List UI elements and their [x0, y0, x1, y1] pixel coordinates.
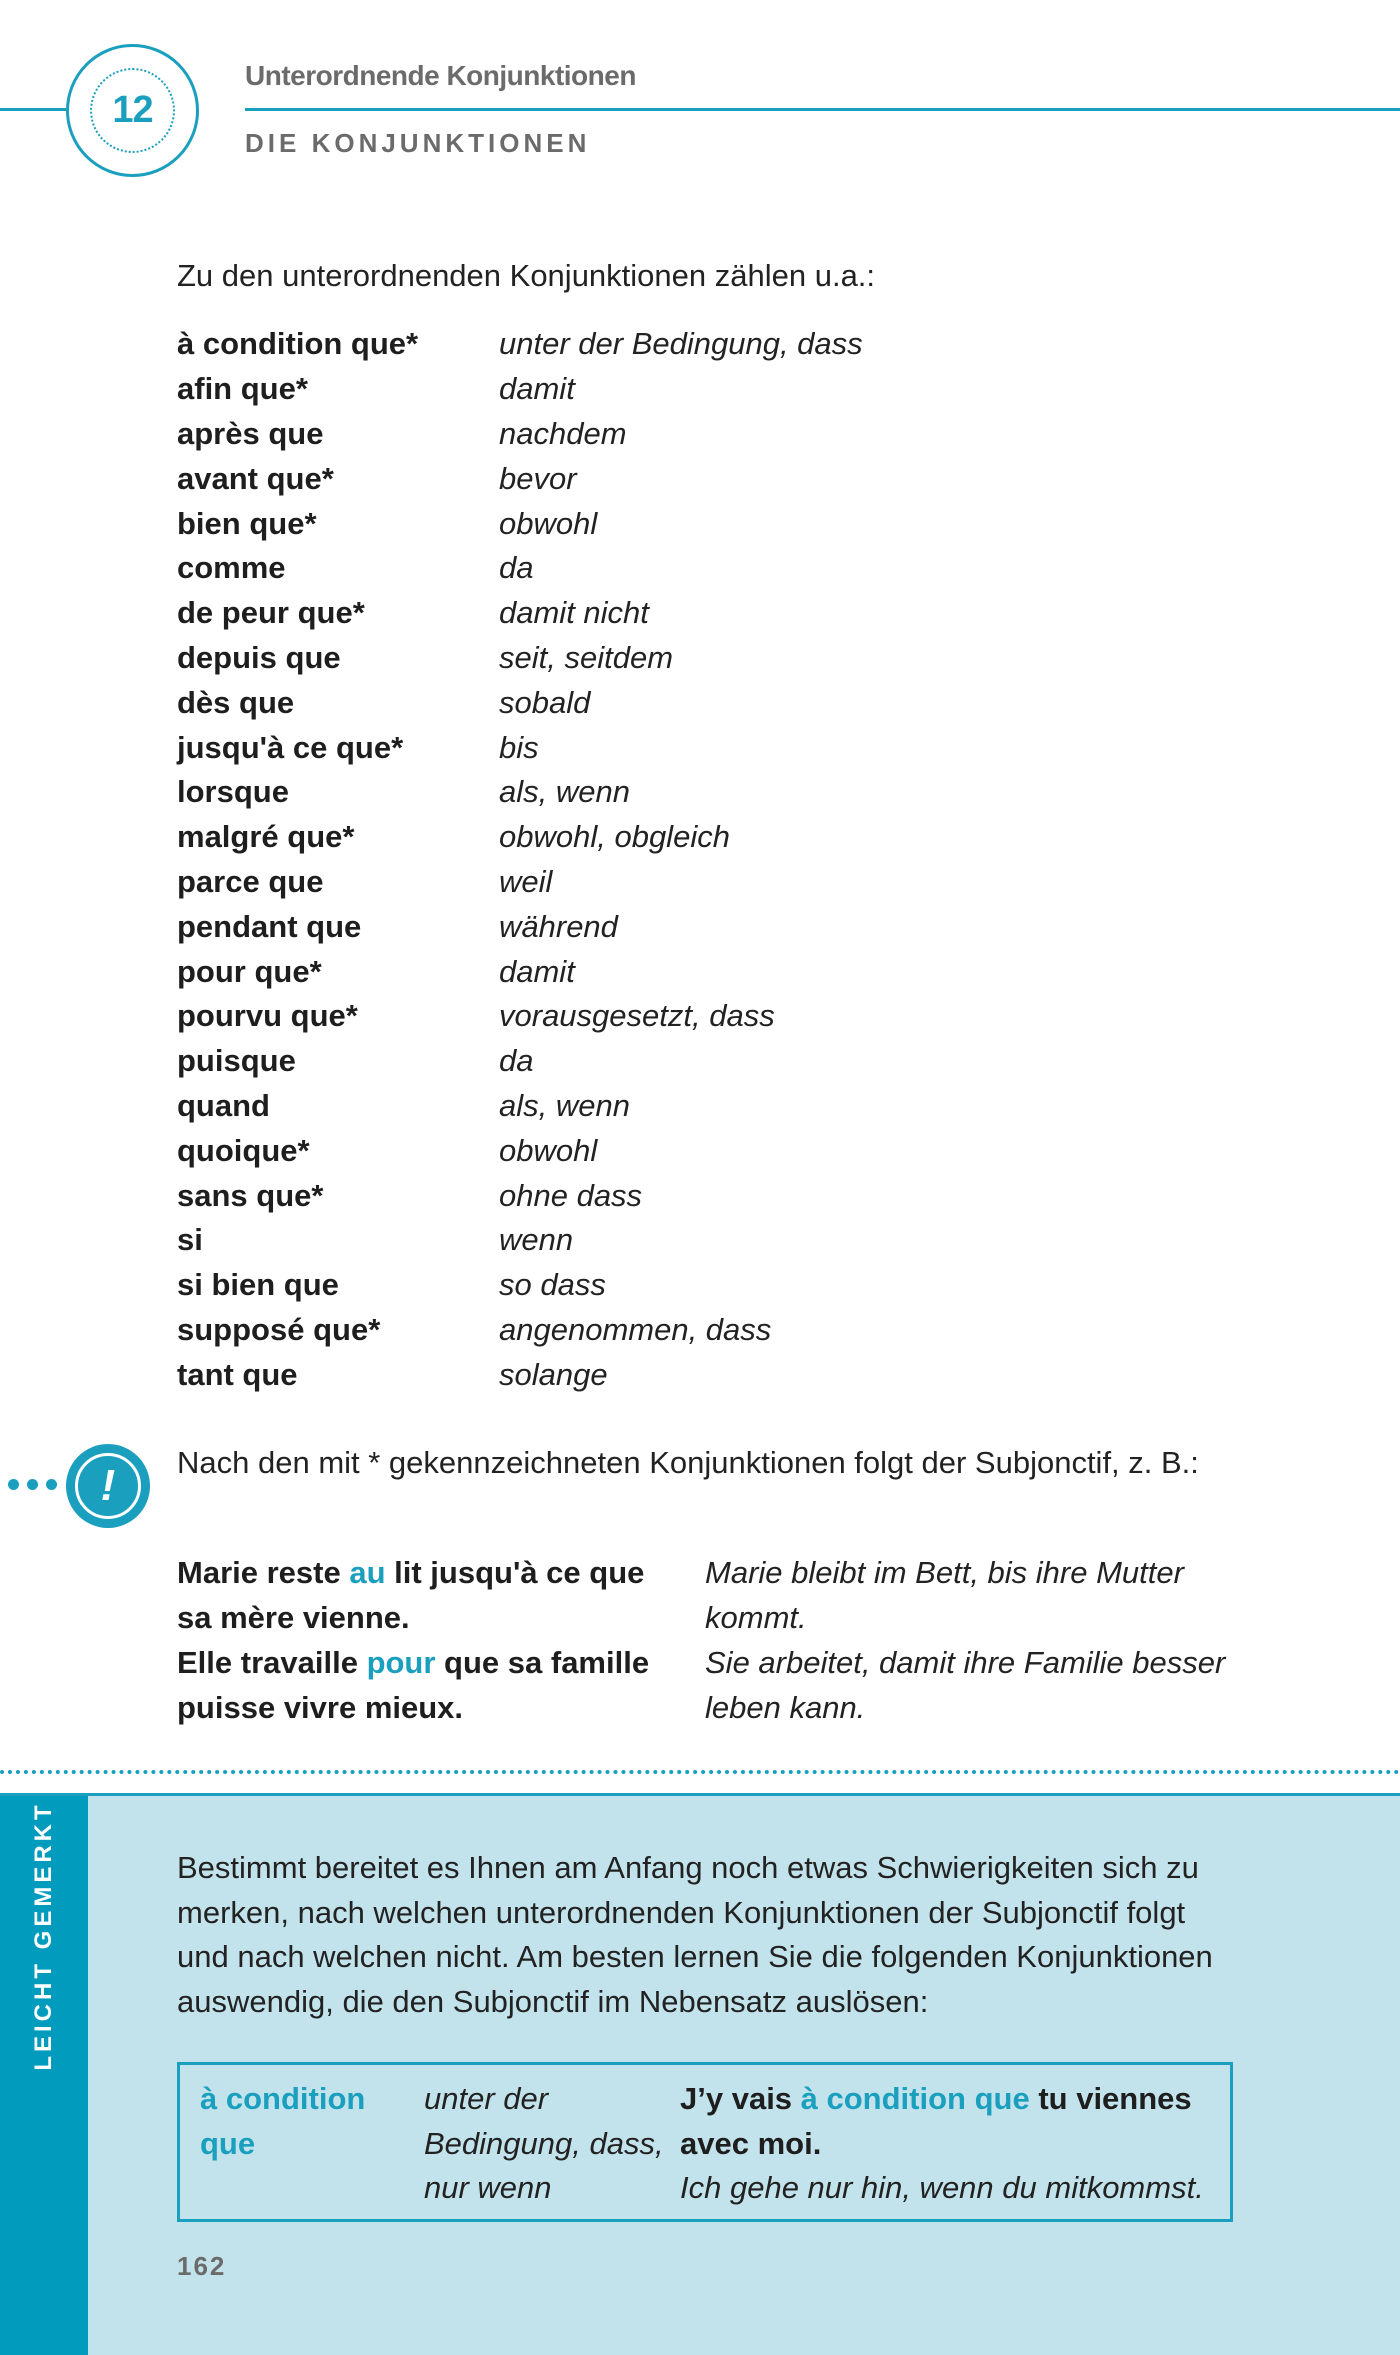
conjunction-de: damit nicht — [499, 595, 649, 631]
example-fr-text: que sa famille puisse vivre mieux. — [177, 1645, 650, 1725]
conjunction-de: angenommen, dass — [499, 1311, 772, 1347]
list-item — [177, 1352, 1077, 1397]
conjunction-fr: comme — [177, 550, 286, 586]
list-item — [177, 367, 1077, 412]
header-rule-right — [245, 108, 1400, 111]
tip-conjunction-de: unter der Bedingung, dass, nur wenn — [424, 2081, 664, 2205]
conjunction-de: während — [499, 908, 618, 944]
tip-example-fr-highlight: à condition que — [800, 2081, 1030, 2116]
conjunction-fr: bien que* — [177, 505, 317, 541]
list-item — [177, 1263, 1077, 1308]
conjunction-de: damit — [499, 953, 575, 989]
chapter-badge-inner-ring — [90, 68, 175, 153]
list-item — [177, 949, 1077, 994]
chapter-badge — [66, 44, 199, 177]
conjunction-fr: de peur que* — [177, 595, 365, 631]
tip-conjunction-fr: à condition que — [200, 2081, 366, 2161]
example-fr-highlight: au — [349, 1555, 386, 1590]
conjunction-de: so dass — [499, 1267, 606, 1303]
conjunction-de: obwohl — [499, 1132, 598, 1168]
conjunction-de: damit — [499, 371, 575, 407]
list-item — [177, 994, 1077, 1039]
conjunction-fr: parce que — [177, 863, 324, 899]
conjunction-de: weil — [499, 863, 553, 899]
conjunction-de: obwohl, obgleich — [499, 819, 730, 855]
example-fr — [177, 1640, 705, 1730]
page-subtitle: Unterordnende Konjunktionen — [245, 60, 636, 91]
tip-side-label: LEICHT GEMERKT — [30, 1801, 57, 2071]
conjunction-de: bevor — [499, 460, 577, 496]
tip-side-bar — [0, 1796, 88, 2355]
conjunction-fr: depuis que — [177, 639, 341, 675]
conjunction-de: unter der Bedingung, dass — [499, 326, 863, 362]
conjunction-de: als, wenn — [499, 1087, 630, 1123]
conjunction-de: solange — [499, 1356, 608, 1392]
example-fr-highlight: pour — [366, 1645, 436, 1680]
tip-panel — [0, 1793, 1400, 2355]
conjunction-de: vorausgesetzt, dass — [499, 998, 775, 1034]
conjunction-fr: pourvu que* — [177, 998, 358, 1034]
example-de: Marie bleibt im Bett, bis ihre Mutter kommt. — [705, 1555, 1184, 1635]
list-item — [177, 412, 1077, 457]
conjunction-de: als, wenn — [499, 774, 630, 810]
conjunction-de: da — [499, 550, 534, 586]
list-item — [177, 1218, 1077, 1263]
list-item — [177, 1308, 1077, 1353]
conjunction-de: nachdem — [499, 415, 627, 451]
conjunction-fr: après que — [177, 415, 324, 451]
conjunction-fr: afin que* — [177, 371, 308, 407]
conjunction-fr: quand — [177, 1087, 270, 1123]
list-item — [177, 860, 1077, 905]
conjunction-fr: si — [177, 1222, 203, 1258]
intro-text: Zu den unterordnenden Konjunktionen zählen u.a.: — [177, 258, 876, 293]
list-item — [177, 456, 1077, 501]
conjunction-fr: lorsque — [177, 774, 289, 810]
dotted-separator — [0, 1770, 1400, 1774]
example-sentences — [177, 1550, 1257, 1730]
list-item — [177, 904, 1077, 949]
tip-example — [680, 2077, 1210, 2219]
conjunction-fr: à condition que* — [177, 326, 419, 362]
conjunction-de: obwohl — [499, 505, 598, 541]
note-dots-decoration — [8, 1479, 57, 1490]
list-item — [177, 815, 1077, 860]
example-fr — [177, 1550, 705, 1640]
conjunction-fr: puisque — [177, 1043, 296, 1079]
conjunction-de: seit, seitdem — [499, 639, 674, 675]
conjunction-fr: malgré que* — [177, 819, 355, 855]
conjunction-fr: pour que* — [177, 953, 322, 989]
example-fr-text: Elle travaille — [177, 1645, 367, 1680]
conjunction-de: bis — [499, 729, 539, 765]
conjunction-fr: sans que* — [177, 1177, 324, 1213]
tip-example-fr — [680, 2077, 1210, 2166]
list-item — [177, 1084, 1077, 1129]
tip-text: Bestimmt bereitet es Ihnen am Anfang noch etwas Schwierigkeiten sich zu merken, nach welchen unterordnenden Konjunktionen der Subjonctif folgt und nach welchen nicht. Am besten lernen Sie die folgenden Konjunktionen auswendig, die den Subjonctif im Nebensatz auslösen: — [177, 1850, 1213, 2019]
conjunction-fr: pendant que — [177, 908, 362, 944]
list-item — [177, 546, 1077, 591]
tip-example-de: Ich gehe nur hin, wenn du mitkommst. — [680, 2170, 1204, 2205]
example-fr-text: Marie reste — [177, 1555, 350, 1590]
chapter-number: 12 — [112, 89, 153, 131]
example-row — [177, 1550, 1257, 1640]
tip-example-box — [177, 2062, 1233, 2222]
conjunction-fr: quoique* — [177, 1132, 310, 1168]
list-item — [177, 322, 1077, 367]
header-rule-left — [0, 108, 66, 111]
exclamation-icon: ! — [66, 1444, 150, 1528]
conjunction-fr: dès que — [177, 684, 295, 720]
tip-example-fr-text: tu viennes avec moi. — [680, 2081, 1192, 2161]
conjunction-fr: jusqu'à ce que* — [177, 729, 404, 765]
section-title: DIE KONJUNKTIONEN — [245, 128, 591, 158]
conjunction-fr: si bien que — [177, 1267, 339, 1303]
page-number: 162 — [177, 2251, 227, 2281]
list-item — [177, 591, 1077, 636]
conjunction-de: da — [499, 1043, 534, 1079]
list-item — [177, 680, 1077, 725]
conjunction-fr: supposé que* — [177, 1311, 381, 1347]
conjunction-de: sobald — [499, 684, 591, 720]
conjunction-list — [177, 322, 1077, 1397]
note-text: Nach den mit * gekennzeichneten Konjunktionen folgt der Subjonctif, z. B.: — [177, 1445, 1199, 1480]
list-item — [177, 1039, 1077, 1084]
conjunction-de: ohne dass — [499, 1177, 643, 1213]
example-de: Sie arbeitet, damit ihre Familie besser leben kann. — [705, 1645, 1226, 1725]
example-row — [177, 1640, 1257, 1730]
list-item — [177, 501, 1077, 546]
conjunction-fr: tant que — [177, 1356, 298, 1392]
example-fr-text: lit jusqu'à ce que sa mère vienne. — [177, 1555, 645, 1635]
conjunction-fr: avant que* — [177, 460, 334, 496]
list-item — [177, 725, 1077, 770]
list-item — [177, 770, 1077, 815]
list-item — [177, 636, 1077, 681]
conjunction-de: wenn — [499, 1222, 574, 1258]
tip-example-fr-text: J’y vais — [680, 2081, 801, 2116]
list-item — [177, 1173, 1077, 1218]
list-item — [177, 1128, 1077, 1173]
